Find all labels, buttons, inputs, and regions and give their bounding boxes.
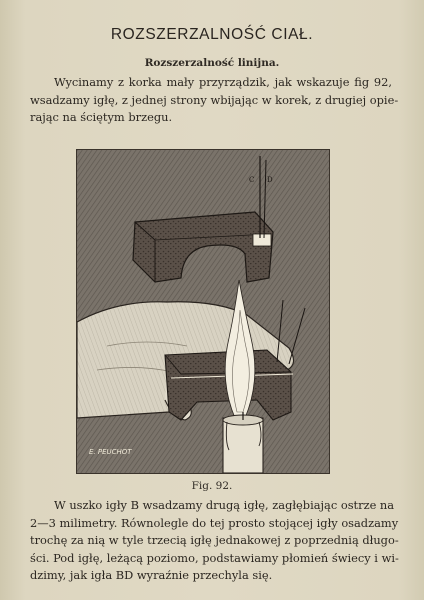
engraving-figure [76,149,330,474]
paragraph-intro [30,74,399,127]
paragraph-line: rając na ściętym brzegu. [30,110,173,124]
paragraph-line: Wycinamy z korka mały przyrządzik, jak wskazuje fig 92, [54,75,392,89]
engraving-illustration [77,150,329,473]
label-c: C [249,176,255,184]
candle [223,412,263,473]
paragraph-line: 2—3 milimetry. Równolegle do tej prosto stojącej igły osadzamy [30,515,399,530]
paragraph-line: trochę za nią w tyle trzecią igłę jednakowej z poprzednią długo- [30,533,399,547]
section-subtitle: Rozszerzalność linijna. [144,57,280,69]
paragraph-line: dzimy, jak igła BD wyraźnie przechyla się. [30,568,273,582]
paragraph-line: W uszko igły B wsadzamy drugą igłę, zagłębiając ostrze na [54,498,395,512]
figure-caption: Fig. 92. [191,480,233,492]
paragraph-line: ści. Pod igłę, leżącą poziomo, podstawiamy płomień świecy i wi- [30,550,399,565]
page-title: ROZSZERZALNOŚĆ CIAŁ. [110,26,314,43]
engraver-signature: E. PEUCHOT [89,448,132,456]
label-d: D [267,176,273,184]
paragraph-experiment [30,497,399,585]
paragraph-line: wsadzamy igłę, z jednej strony wbijając w korek, z drugiej opie- [30,92,399,107]
